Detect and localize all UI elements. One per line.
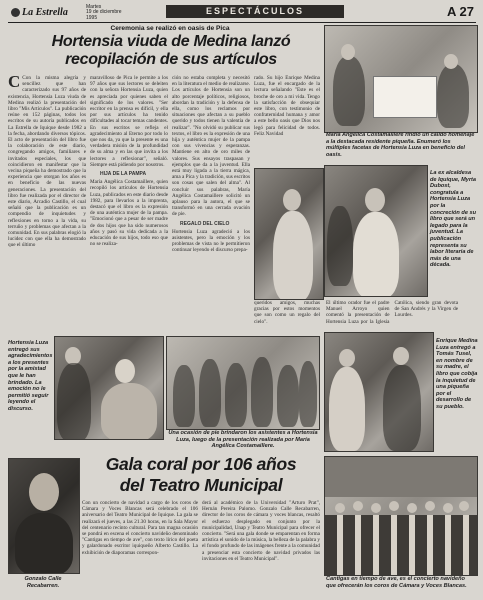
article2-headline-2: del Teatro Municipal xyxy=(119,475,283,495)
article1-col4b-text: queridos amigos, muchas gracias por estos momentos que son como un regalo del cielo". xyxy=(254,300,320,325)
photo-enrique xyxy=(324,332,434,452)
article2-col1-text: Con un concierto de navidad a cargo de los coros de Cámara y Voces Blancas será celebrado el 106 aniversario del Teatro Municipal de Iquique. La gala se realizará el jueves, a las 21.30 horas, en la Sala Mayor del centenario recinto cultural. Para tan magna ocasión se pondrá en escena el concierto navideño denominado "Cantigas en tiempo de ave", con texto lírico del poeta y galardonado escritor iquiqueño Alberto Castillo. La exhibición de diaporamas correspon- xyxy=(82,500,198,556)
photo-hortensia xyxy=(54,336,164,440)
caption-gonzalo: Gonzalo Calle Recabarren. xyxy=(24,576,62,589)
date-day: Martes xyxy=(86,4,102,10)
caption-myrta: La ex alcaldesa de Iquique, Myrta Dubost, congratula a Hortensia Luza por la concreción de su libro que será un legado para la juventud. La publicación representa su labor literaria de más de una década. xyxy=(430,170,477,269)
article1-col2b-text: María Angélica Costamaillere, quien recopiló los artículos de Hortensia Luza, publicados en este diario desde 1982, para llevarlos a la imprenta, destacó que el libro es la expresión de una auténtica mujer de la pampa. "Emocionó que a pesar de ser madre de dos hijos que ha sido numerosos años y pasó su vida dedicada a la educación de sus hijos, todo eso que no se realiza- xyxy=(90,179,168,248)
article1-col4 xyxy=(254,75,320,167)
photo-ovation xyxy=(166,336,320,430)
date-block xyxy=(86,5,122,21)
photo-gonzalo xyxy=(8,458,80,574)
article1-col3 xyxy=(172,75,250,337)
article2-headline-1: Gala coral por 106 años xyxy=(105,454,297,474)
caption-choir: Cantigas en tiempo de ave, es el concierto navideño que ofrecerán los coros de Cámara y Voces Blancas. xyxy=(326,576,467,589)
article1-col3b-text: Hortensia Luza agradeció a los asistentes, pero la emoción y los problemas de vista no le permitieron continuar leyendo el discurso prepa- xyxy=(172,228,250,254)
page-number: A 27 xyxy=(447,4,474,19)
subhead-hija: HIJA DE LA PAMPA xyxy=(100,171,147,178)
article2-col1 xyxy=(82,500,198,596)
photo-signing xyxy=(324,165,428,297)
article1-col5 xyxy=(326,300,458,330)
article2-col2 xyxy=(202,500,320,596)
caption-hortensia-left: Hortensia Luza entregó sus agradecimientos a los presentes por la amistad que le han brindado. La emoción no le permitió seguir leyendo el discurso. xyxy=(8,340,53,412)
article2-col2-text: derá al académico de la Universidad "Arturo Prat", Hernán Pereira Palomo. Gonzalo Calle Recabarren, director de los coros de cámara y voces blancas, resaltó el esfuerzo desplegado en conjunto por la municipalidad, Unap y Teatro Municipal para ofrecer el concierto. "Será una gala donde se emparentan en forma artística el sonido de la música, la belleza de la palabra y el fondo profundo de las imágenes frente a la comunidad a presenciar esta concierto de navidad privados las invitaciones en el Teatro Municipal". xyxy=(202,500,320,562)
article1-col4b xyxy=(254,300,320,326)
article1-col4-text: rado. Su hijo Enrique Medina Luza, fue el encargado de la lectura señalando "Este es el broche de oro a mi vida. Tengo la satisfacción de obsequiar este libro, con testimonio de confraternidad humana y amor a este bello oasis que Dios nos legó para felicidad de todos. Feliz Navidad xyxy=(254,75,320,137)
drop-cap: C xyxy=(8,75,21,91)
caption-enrique: Enrique Medina Luza entregó a Tomás Tusel, en nombre de su madre, el libro que cobija la inquietud de una piqueña por el desarrollo de su pueblo. xyxy=(436,338,478,410)
section-title: ESPECTÁCULOS xyxy=(205,6,304,16)
article1-kicker: Ceremonia se realizó en oasis de Pica xyxy=(110,25,230,32)
article1-col2-text: maravilloso de Pica le permite a los 97 años que sus lectores se deleiten con la señora Hortensia Luza, quien es apreciada por quienes saben el significado de los valores. "Ser escritor en la prensa es difícil, y ella por sus artículos ha tenido dificultades al tocar temas candentes. En sus escritos se refleja el agradecimiento al Eterno por todo lo que nos da, ya que la presente es una verdadera misión de la profundidad de su alma y en las que invita a los lectores a reflexionar", señaló. Siempre está pidiendo por nosotros. xyxy=(90,75,168,168)
article1-col3-text: ción no estaba completa y necesitó en la literatura el medio de realizarse. Los artículos de Hortensia son un alto porcentaje políticos, religiosos, abordan la tradición y la defensa de ella, como los reclamos por situaciones que afectan a su pueblo querido y todos tienen la valentía de realizar". "No olvidó su publicar sus textos, el libro es la expresión de una hija y auténtica mujer de la pampa con sus vivencias y esperanzas. Mantiene en alto de oro miles de valores. Sus ensayos traspasan y ejemplos que da a la juventud. Ella está muy ligada a la tierra mágica, ama a Pica y la tradición, sus escritos son cosas que salen del alma". Al concluir sus palabras, María Angélica Costamaillere solicitó un aplauso para la autora, el que se transformó en una cerrada ovación de pie. xyxy=(172,75,250,218)
subhead-regalo: REGALO DEL CIELO xyxy=(180,220,230,227)
photo-costamaillere xyxy=(324,25,478,133)
newspaper-logo: La Estrella xyxy=(22,7,68,18)
caption-ovation: Una ocasión de pie brindaron los asistentes a Hortensia Luza, luego de la presentación realizada por María Angélica Costamaillere. xyxy=(168,430,318,450)
photo-myrta xyxy=(254,168,324,300)
article1-col2 xyxy=(90,75,168,337)
date-full: 19 de diciembre xyxy=(86,9,122,16)
article1-headline-1: Hortensia viuda de Medina lanzó xyxy=(51,33,291,50)
date-year: 1995 xyxy=(86,14,98,21)
masthead xyxy=(8,4,476,23)
article1-col5-text: El último orador fue el padre Manuel Arroyo quien comentó la presentación de Hortensia Luza por la Iglesia Católica, siendo gran devota de San Andrés y la Virgen de Lourdes. xyxy=(326,300,458,325)
photo-choir xyxy=(324,456,478,576)
logo-icon xyxy=(11,8,20,17)
section-banner xyxy=(166,5,344,18)
article1-col1 xyxy=(8,75,86,337)
caption-costamaillere: María Angélica Costamaillere rindió un cálido homenaje a la destacada residente piqueña. Enumeró los múltiples facetas de Hortensia Luza en beneficio del oasis. xyxy=(326,132,475,158)
article1-headline-2: recopilación de sus artículos xyxy=(65,51,277,68)
article1-col1-text: Con la misma alegría y sencillez que han caracterizado sus 97 años de existencia, Hortensia Luza viuda de Medina realizó la presentación del libro "Mis Artículos". La publicación reúne en 152 páginas, todos los escritos de su autoría publicados en La Estrella de Iquique desde 1982 a la fecha, abordando diversos tópicos. El acto de presentación del libro fue la colaboración de este diario, congregando amigos, familiares e invitados especiales, los que coincidieron en manifestar que la vecina piqueña ha demostrado que la experiencia que otorgan los años es en beneficio de las nuevas generaciones. La presentación del libro fue realizada por el director de este diario, Arcadio Castillo, el cual señaló que la publicación es un compendio de inquietudes y reflexiones en torno a la vida, su terruño y problemas que afectan a la comunidad. En sus palabras elogió la lucidez con que ella ha demostrado que el último xyxy=(8,75,86,249)
